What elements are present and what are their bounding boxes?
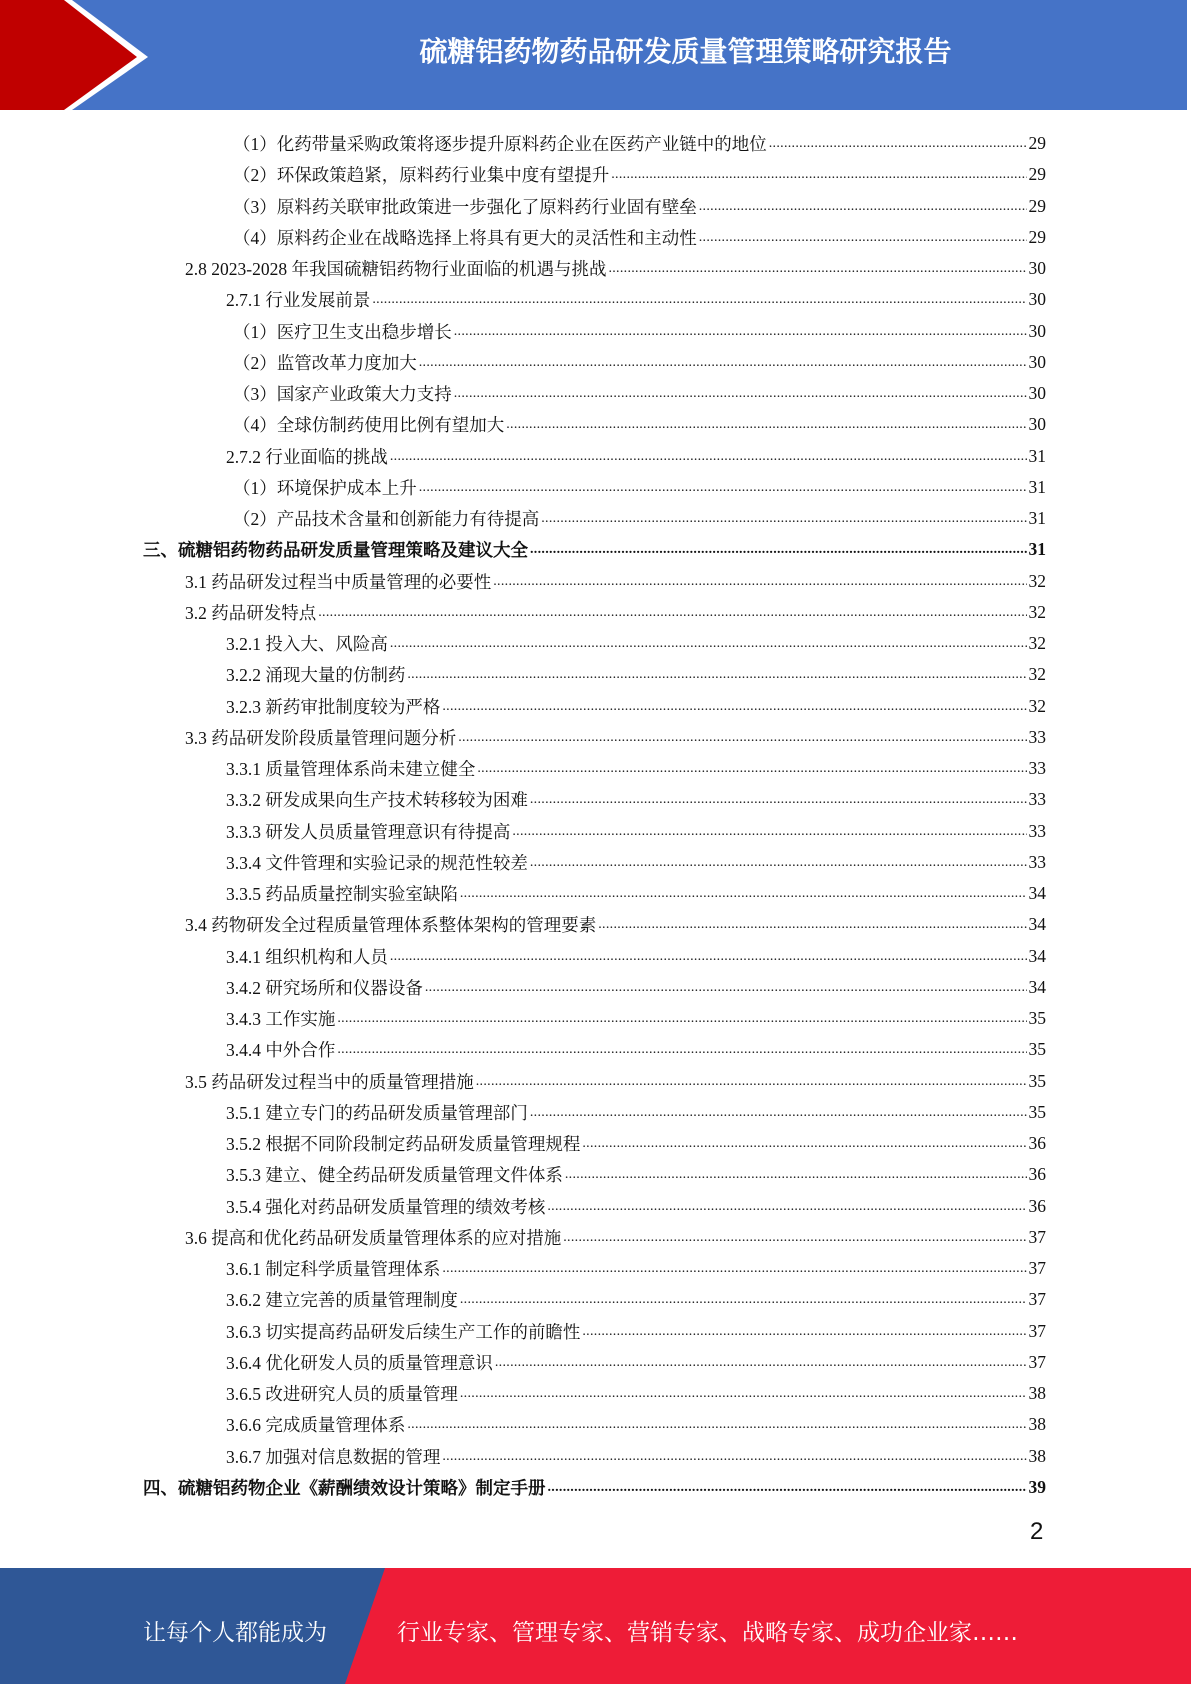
toc-entry-title: （1）化药带量采购政策将逐步提升原料药企业在医药产业链中的地位	[233, 134, 767, 154]
toc-dot-leader	[318, 597, 1026, 628]
toc-entry-title: 3.5 药品研发过程当中的质量管理措施	[185, 1071, 474, 1092]
footer-banner	[0, 1568, 1191, 1684]
toc-entry-title: 3.2.1 投入大、风险高	[226, 634, 388, 654]
toc-entry-title: 3.6.2 建立完善的质量管理制度	[226, 1290, 458, 1311]
toc-dot-leader	[477, 753, 1026, 784]
toc-dot-leader	[512, 816, 1026, 847]
toc-entry-page: 35	[1028, 1039, 1046, 1060]
toc-dot-leader	[442, 1441, 1026, 1472]
toc-entry-page: 29	[1028, 164, 1046, 185]
toc-entry-page: 35	[1028, 1070, 1046, 1091]
toc-entry-title: （4）全球仿制药使用比例有望加大	[233, 415, 505, 436]
toc-entry-title: 3.2.2 涌现大量的仿制药	[226, 665, 406, 686]
toc-entry-page: 36	[1028, 1164, 1046, 1185]
document-title: 硫糖铝药物药品研发质量管理策略研究报告	[419, 35, 952, 68]
toc-entry-title: 四、硫糖铝药物企业《薪酬绩效设计策略》制定手册	[143, 1477, 546, 1498]
toc-dot-leader	[476, 1066, 1027, 1097]
toc-entry-page: 29	[1028, 226, 1046, 247]
toc-dot-leader	[608, 253, 1026, 284]
toc-entry[interactable]	[226, 847, 1046, 878]
toc-entry[interactable]	[185, 1066, 1046, 1097]
toc-dot-leader	[460, 1284, 1027, 1315]
toc-entry-title: 2.8 2023-2028 年我国硫糖铝药物行业面临的机遇与挑战	[185, 259, 607, 279]
toc-entry-title: 3.3 药品研发阶段质量管理问题分析	[185, 727, 457, 748]
toc-entry[interactable]	[226, 1159, 1046, 1190]
toc-entry-page: 29	[1028, 133, 1046, 153]
toc-dot-leader	[548, 1472, 1027, 1503]
toc-entry[interactable]	[226, 941, 1046, 972]
toc-entry[interactable]	[233, 222, 1046, 253]
toc-dot-leader	[442, 691, 1026, 722]
toc-entry-page: 31	[1028, 508, 1046, 528]
toc-dot-leader	[493, 566, 1026, 597]
toc-entry-page: 35	[1028, 1101, 1046, 1122]
toc-dot-leader	[530, 534, 1027, 565]
toc-entry-page: 36	[1028, 1133, 1046, 1153]
toc-dot-leader	[563, 1222, 1026, 1253]
toc-entry-title: （2）环保政策趋紧，原料药行业集中度有望提升	[233, 165, 610, 186]
toc-entry-page: 33	[1028, 789, 1046, 810]
toc-dot-leader	[337, 1003, 1026, 1034]
toc-entry-title: 3.6.6 完成质量管理体系	[226, 1415, 406, 1436]
toc-entry-title: 3.3.3 研发人员质量管理意识有待提高	[226, 821, 511, 842]
toc-entry[interactable]	[185, 566, 1046, 597]
toc-entry[interactable]	[226, 816, 1046, 847]
toc-entry-title: 3.3.5 药品质量控制实验室缺陷	[226, 884, 458, 904]
toc-entry-page: 34	[1028, 945, 1046, 966]
toc-entry-title: （4）原料药企业在战略选择上将具有更大的灵活性和主动性	[233, 227, 697, 248]
toc-entry-title: （1）医疗卫生支出稳步增长	[233, 321, 452, 342]
toc-dot-leader	[699, 191, 1027, 222]
toc-dot-leader	[458, 722, 1026, 753]
toc-dot-leader	[419, 347, 1027, 378]
toc-entry[interactable]	[185, 722, 1046, 753]
toc-entry-title: 3.5.2 根据不同阶段制定药品研发质量管理规程	[226, 1134, 581, 1154]
footer-slogan-right: 行业专家、管理专家、营销专家、战略专家、成功企业家……	[397, 1620, 1018, 1646]
footer-slogan-left: 让每个人都能成为	[143, 1620, 327, 1646]
toc-entry-title: 3.4.3 工作实施	[226, 1009, 336, 1029]
toc-entry-title: 3.6 提高和优化药品研发质量管理体系的应对措施	[185, 1227, 562, 1248]
toc-dot-leader	[530, 847, 1027, 878]
toc-entry-title: 3.3.4 文件管理和实验记录的规范性较差	[226, 852, 528, 873]
toc-entry[interactable]	[226, 878, 1046, 909]
toc-entry-page: 30	[1028, 320, 1046, 341]
toc-entry-title: 3.4 药物研发全过程质量管理体系整体架构的管理要素	[185, 915, 597, 936]
toc-entry-page: 30	[1028, 414, 1046, 435]
toc-entry-page: 34	[1028, 883, 1046, 903]
toc-entry-title: 3.5.4 强化对药品研发质量管理的绩效考核	[226, 1196, 546, 1217]
toc-dot-leader	[407, 1409, 1026, 1440]
toc-entry-page: 29	[1028, 195, 1046, 216]
toc-entry[interactable]	[185, 253, 1046, 284]
toc-dot-leader	[547, 1191, 1026, 1222]
toc-entry-page: 39	[1028, 1476, 1046, 1497]
toc-entry-page: 33	[1028, 820, 1046, 841]
toc-entry-page: 38	[1028, 1414, 1046, 1435]
toc-entry[interactable]	[226, 784, 1046, 815]
page-number: 2	[1030, 1518, 1044, 1545]
toc-entry[interactable]	[226, 972, 1046, 1003]
toc-entry-page: 31	[1028, 476, 1046, 497]
toc-dot-leader	[425, 972, 1027, 1003]
toc-entry-page: 32	[1028, 633, 1046, 653]
toc-entry[interactable]	[233, 409, 1046, 440]
toc-dot-leader	[419, 472, 1027, 503]
toc-entry-page: 37	[1028, 1320, 1046, 1341]
toc-entry[interactable]	[226, 1441, 1046, 1472]
toc-entry[interactable]	[143, 534, 1046, 565]
toc-entry-title: 3.4.2 研究场所和仪器设备	[226, 977, 423, 998]
toc-entry-title: 3.3.1 质量管理体系尚未建立健全	[226, 759, 476, 779]
toc-entry[interactable]	[233, 472, 1046, 503]
toc-dot-leader	[495, 1347, 1027, 1378]
toc-entry-page: 32	[1028, 570, 1046, 591]
toc-dot-leader	[582, 1128, 1026, 1159]
toc-entry-title: （1）环境保护成本上升	[233, 477, 417, 498]
toc-entry[interactable]	[185, 909, 1046, 940]
toc-entry-title: （2）产品技术含量和创新能力有待提高	[233, 509, 540, 529]
toc-entry[interactable]	[226, 1034, 1046, 1065]
toc-entry[interactable]	[226, 1097, 1046, 1128]
toc-entry[interactable]	[233, 316, 1046, 347]
toc-entry[interactable]	[143, 1472, 1046, 1503]
toc-entry-page: 34	[1028, 976, 1046, 997]
toc-entry-page: 30	[1028, 383, 1046, 403]
toc-entry[interactable]	[226, 1003, 1046, 1034]
toc-entry-page: 31	[1028, 445, 1046, 466]
toc-dot-leader	[407, 659, 1026, 690]
toc-dot-leader	[582, 1316, 1026, 1347]
toc-entry-title: （2）监管改革力度加大	[233, 352, 417, 373]
toc-entry[interactable]	[226, 284, 1046, 315]
toc-entry-page: 36	[1028, 1195, 1046, 1216]
toc-dot-leader	[337, 1034, 1026, 1065]
toc-dot-leader	[454, 378, 1027, 409]
toc-entry[interactable]	[226, 628, 1046, 659]
toc-dot-leader	[769, 128, 1027, 159]
toc-entry-title: 3.6.5 改进研究人员的质量管理	[226, 1384, 458, 1404]
toc-dot-leader	[699, 222, 1027, 253]
toc-entry-title: 3.6.1 制定科学质量管理体系	[226, 1259, 441, 1279]
toc-entry-page: 37	[1028, 1289, 1046, 1310]
toc-entry-page: 32	[1028, 664, 1046, 685]
toc-entry-page: 30	[1028, 351, 1046, 372]
header-banner	[0, 0, 1191, 110]
toc-entry-title: 3.6.7 加强对信息数据的管理	[226, 1446, 441, 1467]
toc-entry[interactable]	[226, 753, 1046, 784]
toc-entry[interactable]	[233, 191, 1046, 222]
toc-entry-page: 30	[1028, 289, 1046, 310]
toc-entry-title: （3）国家产业政策大力支持	[233, 384, 452, 404]
toc-entry-page: 37	[1028, 1258, 1046, 1278]
toc-dot-leader	[541, 503, 1026, 534]
toc-entry-page: 33	[1028, 851, 1046, 872]
toc-entry[interactable]	[226, 1284, 1046, 1315]
toc-dot-leader	[460, 878, 1027, 909]
toc-entry-title: （3）原料药关联审批政策进一步强化了原料药行业固有壁垒	[233, 196, 697, 217]
toc-entry-page: 35	[1028, 1008, 1046, 1028]
toc-dot-leader	[442, 1253, 1026, 1284]
toc-entry-page: 31	[1028, 539, 1046, 560]
toc-entry[interactable]	[226, 1253, 1046, 1284]
toc-entry[interactable]	[226, 691, 1046, 722]
toc-entry-page: 38	[1028, 1383, 1046, 1403]
toc-entry-page: 32	[1028, 695, 1046, 716]
toc-entry-title: 3.4.1 组织机构和人员	[226, 946, 388, 967]
toc-entry[interactable]	[233, 378, 1046, 409]
toc-dot-leader	[506, 409, 1026, 440]
toc-entry[interactable]	[226, 659, 1046, 690]
toc-entry-title: 3.4.4 中外合作	[226, 1040, 336, 1061]
toc-entry[interactable]	[226, 1409, 1046, 1440]
toc-entry[interactable]	[226, 1128, 1046, 1159]
toc-entry-page: 33	[1028, 726, 1046, 747]
toc-dot-leader	[530, 784, 1027, 815]
toc-dot-leader	[454, 316, 1027, 347]
toc-entry[interactable]	[226, 1191, 1046, 1222]
toc-entry[interactable]	[185, 1222, 1046, 1253]
toc-dot-leader	[565, 1159, 1027, 1190]
toc-entry[interactable]	[226, 441, 1046, 472]
toc-entry-title: 3.6.3 切实提高药品研发后续生产工作的前瞻性	[226, 1321, 581, 1342]
toc-dot-leader	[372, 284, 1026, 315]
toc-entry[interactable]	[233, 159, 1046, 190]
toc-entry-page: 33	[1028, 758, 1046, 778]
toc-entry-title: 3.3.2 研发成果向生产技术转移较为困难	[226, 790, 528, 811]
toc-dot-leader	[390, 441, 1027, 472]
toc-entry-page: 34	[1028, 914, 1046, 935]
toc-dot-leader	[598, 909, 1026, 940]
toc-dot-leader	[460, 1378, 1027, 1409]
toc-dot-leader	[390, 628, 1027, 659]
toc-entry[interactable]	[226, 1378, 1046, 1409]
toc-entry[interactable]	[233, 503, 1046, 534]
toc-entry-page: 32	[1028, 601, 1046, 622]
toc-entry[interactable]	[226, 1347, 1046, 1378]
toc-entry[interactable]	[185, 597, 1046, 628]
toc-entry[interactable]	[226, 1316, 1046, 1347]
toc-entry-title: 3.5.3 建立、健全药品研发质量管理文件体系	[226, 1165, 563, 1186]
toc-entry[interactable]	[233, 128, 1046, 159]
toc-entry-title: 2.7.1 行业发展前景	[226, 290, 371, 311]
toc-entry-title: 2.7.2 行业面临的挑战	[226, 446, 388, 467]
toc-entry-title: 3.5.1 建立专门的药品研发质量管理部门	[226, 1102, 528, 1123]
toc-entry-title: 3.2.3 新药审批制度较为严格	[226, 696, 441, 717]
toc-entry-title: 3.1 药品研发过程当中质量管理的必要性	[185, 571, 492, 592]
toc-entry-page: 37	[1028, 1226, 1046, 1247]
toc-dot-leader	[530, 1097, 1027, 1128]
toc-dot-leader	[390, 941, 1027, 972]
toc-entry[interactable]	[233, 347, 1046, 378]
toc-entry-page: 30	[1028, 258, 1046, 278]
toc-entry-title: 3.6.4 优化研发人员的质量管理意识	[226, 1352, 493, 1373]
toc-entry-title: 3.2 药品研发特点	[185, 602, 317, 623]
toc-entry-page: 37	[1028, 1351, 1046, 1372]
toc-entry-title: 三、硫糖铝药物药品研发质量管理策略及建议大全	[143, 540, 528, 561]
toc-dot-leader	[611, 159, 1026, 190]
toc-entry-page: 38	[1028, 1445, 1046, 1466]
